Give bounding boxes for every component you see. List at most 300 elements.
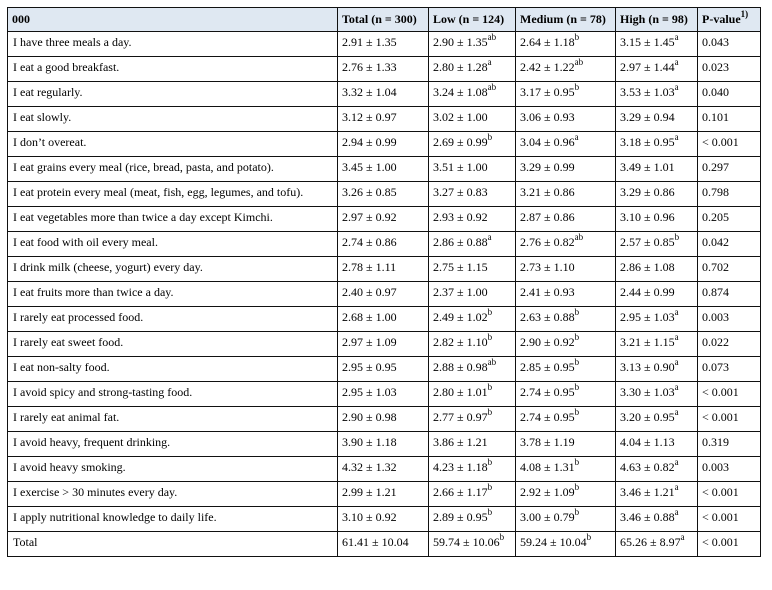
medium-cell-value: 2.73 ± 1.10 (520, 260, 575, 274)
item-cell (8, 457, 338, 482)
significance-letter: b (574, 332, 580, 342)
item-cell-value: I rarely eat processed food. (13, 310, 144, 324)
item-cell (8, 482, 338, 507)
p-value-cell (698, 232, 761, 257)
p-value-cell (698, 82, 761, 107)
item-cell-value: I eat slowly. (13, 110, 72, 124)
item-cell-value: I eat non-salty food. (13, 360, 110, 374)
item-cell-value: I rarely eat animal fat. (13, 410, 120, 424)
item-cell-value: I have three meals a day. (13, 35, 132, 49)
significance-letter: b (574, 407, 580, 417)
low-cell (429, 132, 516, 157)
high-cell-value: 3.21 ± 1.15 (620, 335, 675, 349)
high-cell (616, 532, 698, 557)
total-cell-value: 2.95 ± 0.95 (342, 360, 397, 374)
significance-letter: b (586, 532, 592, 542)
total-cell-value: 2.40 ± 0.97 (342, 285, 397, 299)
high-cell (616, 307, 698, 332)
high-cell (616, 182, 698, 207)
total-cell (338, 407, 429, 432)
low-cell (429, 332, 516, 357)
low-cell (429, 232, 516, 257)
high-cell (616, 257, 698, 282)
low-cell-value: 3.86 ± 1.21 (433, 435, 488, 449)
item-cell-value: I eat regularly. (13, 85, 83, 99)
low-cell (429, 207, 516, 232)
total-cell (338, 332, 429, 357)
high-cell (616, 232, 698, 257)
total-cell-value: 2.91 ± 1.35 (342, 35, 397, 49)
table-row (8, 132, 761, 157)
header-medium: Medium (n = 78) (516, 8, 616, 32)
p-value-cell-value: < 0.001 (702, 510, 739, 524)
significance-letter: b (487, 307, 493, 317)
low-cell (429, 182, 516, 207)
total-cell (338, 107, 429, 132)
table-header (8, 8, 761, 32)
table-row (8, 482, 761, 507)
medium-cell (516, 82, 616, 107)
low-cell-value: 3.02 ± 1.00 (433, 110, 488, 124)
significance-letter: a (674, 57, 679, 67)
item-cell-value: I eat protein every meal (meat, fish, egg, legumes, and tofu). (13, 185, 304, 199)
low-cell-value: 3.51 ± 1.00 (433, 160, 488, 174)
medium-cell (516, 332, 616, 357)
item-cell (8, 507, 338, 532)
table-row (8, 232, 761, 257)
high-cell (616, 482, 698, 507)
p-value-cell (698, 382, 761, 407)
high-cell (616, 132, 698, 157)
item-cell (8, 357, 338, 382)
item-cell (8, 182, 338, 207)
p-value-cell-value: < 0.001 (702, 535, 739, 549)
p-value-cell (698, 182, 761, 207)
medium-cell-value: 2.74 ± 0.95 (520, 410, 575, 424)
medium-cell-value: 3.00 ± 0.79 (520, 510, 575, 524)
p-value-cell-value: 0.042 (702, 235, 729, 249)
low-cell-value: 2.89 ± 0.95 (433, 510, 488, 524)
significance-letter: b (574, 382, 580, 392)
low-cell-value: 4.23 ± 1.18 (433, 460, 488, 474)
low-cell (429, 157, 516, 182)
total-cell-value: 2.97 ± 1.09 (342, 335, 397, 349)
total-cell (338, 282, 429, 307)
table-row (8, 157, 761, 182)
p-value-cell (698, 407, 761, 432)
high-cell-value: 3.18 ± 0.95 (620, 135, 675, 149)
high-cell (616, 357, 698, 382)
item-cell (8, 257, 338, 282)
total-cell (338, 132, 429, 157)
significance-letter: a (674, 407, 679, 417)
low-cell-value: 2.88 ± 0.98 (433, 360, 488, 374)
low-cell (429, 407, 516, 432)
total-cell-value: 2.74 ± 0.86 (342, 235, 397, 249)
total-cell (338, 57, 429, 82)
low-cell (429, 532, 516, 557)
item-cell (8, 57, 338, 82)
medium-cell-value: 2.64 ± 1.18 (520, 35, 575, 49)
total-cell (338, 257, 429, 282)
medium-cell-value: 3.78 ± 1.19 (520, 435, 575, 449)
item-cell (8, 432, 338, 457)
total-cell-value: 2.90 ± 0.98 (342, 410, 397, 424)
low-cell (429, 507, 516, 532)
medium-cell (516, 407, 616, 432)
table-body (8, 32, 761, 557)
medium-cell (516, 107, 616, 132)
total-cell-value: 3.90 ± 1.18 (342, 435, 397, 449)
medium-cell (516, 32, 616, 57)
significance-letter: b (574, 307, 580, 317)
significance-letter: a (487, 232, 492, 242)
p-value-cell (698, 157, 761, 182)
total-cell-value: 2.94 ± 0.99 (342, 135, 397, 149)
item-cell-value: I eat fruits more than twice a day. (13, 285, 174, 299)
high-cell-value: 3.49 ± 1.01 (620, 160, 675, 174)
item-cell-value: I avoid heavy smoking. (13, 460, 126, 474)
low-cell-value: 2.90 ± 1.35 (433, 35, 488, 49)
significance-letter: b (487, 507, 493, 517)
p-value-cell (698, 257, 761, 282)
significance-letter: a (674, 457, 679, 467)
p-value-footnote: 1) (740, 9, 749, 19)
item-cell-value: Total (13, 535, 38, 549)
table-row (8, 82, 761, 107)
table-row (8, 182, 761, 207)
p-value-cell-value: 0.297 (702, 160, 729, 174)
table-row (8, 457, 761, 482)
item-cell-value: I eat vegetables more than twice a day except Kimchi. (13, 210, 273, 224)
medium-cell (516, 532, 616, 557)
low-cell-value: 2.93 ± 0.92 (433, 210, 488, 224)
high-cell (616, 382, 698, 407)
significance-letter: b (487, 407, 493, 417)
table-row (8, 332, 761, 357)
total-cell-value: 2.95 ± 1.03 (342, 385, 397, 399)
significance-letter: b (574, 507, 580, 517)
low-cell-value: 2.49 ± 1.02 (433, 310, 488, 324)
significance-letter: ab (574, 57, 584, 67)
high-cell (616, 32, 698, 57)
significance-letter: a (674, 507, 679, 517)
significance-letter: a (674, 82, 679, 92)
total-cell-value: 2.99 ± 1.21 (342, 485, 397, 499)
total-cell-value: 3.45 ± 1.00 (342, 160, 397, 174)
low-cell (429, 107, 516, 132)
significance-letter: b (487, 132, 493, 142)
medium-cell-value: 2.42 ± 1.22 (520, 60, 575, 74)
item-cell (8, 382, 338, 407)
p-value-cell-value: 0.101 (702, 110, 729, 124)
medium-cell (516, 482, 616, 507)
header-row (8, 8, 761, 32)
high-cell-value: 4.04 ± 1.13 (620, 435, 675, 449)
item-cell-value: I avoid spicy and strong-tasting food. (13, 385, 193, 399)
p-value-cell-value: 0.205 (702, 210, 729, 224)
medium-cell (516, 382, 616, 407)
item-cell (8, 232, 338, 257)
p-value-cell (698, 432, 761, 457)
header-low: Low (n = 124) (429, 8, 516, 32)
p-value-cell-value: < 0.001 (702, 385, 739, 399)
total-cell (338, 307, 429, 332)
medium-cell-value: 2.74 ± 0.95 (520, 385, 575, 399)
high-cell-value: 3.13 ± 0.90 (620, 360, 675, 374)
significance-letter: a (574, 132, 579, 142)
significance-letter: ab (487, 82, 497, 92)
high-cell-value: 3.29 ± 0.86 (620, 185, 675, 199)
item-cell-value: I apply nutritional knowledge to daily life. (13, 510, 217, 524)
low-cell (429, 432, 516, 457)
significance-letter: a (674, 307, 679, 317)
significance-letter: b (499, 532, 505, 542)
table-row (8, 207, 761, 232)
medium-cell (516, 207, 616, 232)
table-row (8, 307, 761, 332)
significance-letter: a (674, 482, 679, 492)
medium-cell-value: 3.21 ± 0.86 (520, 185, 575, 199)
item-cell-value: I exercise > 30 minutes every day. (13, 485, 178, 499)
high-cell-value: 3.30 ± 1.03 (620, 385, 675, 399)
table-row (8, 57, 761, 82)
total-cell-value: 2.78 ± 1.11 (342, 260, 397, 274)
high-cell-value: 2.86 ± 1.08 (620, 260, 675, 274)
table-row (8, 107, 761, 132)
medium-cell (516, 132, 616, 157)
total-cell (338, 157, 429, 182)
low-cell-value: 2.69 ± 0.99 (433, 135, 488, 149)
header-high: High (n = 98) (616, 8, 698, 32)
total-cell (338, 507, 429, 532)
high-cell (616, 457, 698, 482)
item-cell-value: I eat a good breakfast. (13, 60, 120, 74)
total-cell-value: 61.41 ± 10.04 (342, 535, 409, 549)
item-cell (8, 282, 338, 307)
significance-letter: b (487, 382, 493, 392)
p-value-cell-value: < 0.001 (702, 135, 739, 149)
item-cell (8, 107, 338, 132)
high-cell-value: 2.95 ± 1.03 (620, 310, 675, 324)
high-cell-value: 2.97 ± 1.44 (620, 60, 675, 74)
table-row (8, 507, 761, 532)
medium-cell-value: 2.76 ± 0.82 (520, 235, 575, 249)
medium-cell-value: 3.06 ± 0.93 (520, 110, 575, 124)
total-cell (338, 432, 429, 457)
medium-cell (516, 307, 616, 332)
medium-cell-value: 4.08 ± 1.31 (520, 460, 575, 474)
high-cell-value: 3.20 ± 0.95 (620, 410, 675, 424)
low-cell (429, 382, 516, 407)
p-value-cell-value: 0.040 (702, 85, 729, 99)
medium-cell-value: 3.17 ± 0.95 (520, 85, 575, 99)
total-cell (338, 182, 429, 207)
high-cell (616, 282, 698, 307)
p-value-cell (698, 507, 761, 532)
table-row (8, 432, 761, 457)
high-cell-value: 65.26 ± 8.97 (620, 535, 681, 549)
p-value-cell-value: 0.022 (702, 335, 729, 349)
low-cell (429, 282, 516, 307)
total-cell-value: 4.32 ± 1.32 (342, 460, 397, 474)
total-cell-value: 3.32 ± 1.04 (342, 85, 397, 99)
item-cell (8, 132, 338, 157)
low-cell-value: 2.80 ± 1.01 (433, 385, 488, 399)
low-cell-value: 2.80 ± 1.28 (433, 60, 488, 74)
significance-letter: a (487, 57, 492, 67)
high-cell (616, 407, 698, 432)
item-cell (8, 307, 338, 332)
high-cell-value: 4.63 ± 0.82 (620, 460, 675, 474)
table-row (8, 282, 761, 307)
medium-cell (516, 457, 616, 482)
significance-letter: a (680, 532, 685, 542)
total-cell (338, 357, 429, 382)
p-value-cell-value: 0.003 (702, 310, 729, 324)
medium-cell (516, 257, 616, 282)
p-value-cell (698, 307, 761, 332)
item-cell-value: I eat grains every meal (rice, bread, pasta, and potato). (13, 160, 274, 174)
p-value-cell (698, 332, 761, 357)
high-cell-value: 2.44 ± 0.99 (620, 285, 675, 299)
item-cell-value: I eat food with oil every meal. (13, 235, 158, 249)
significance-letter: b (574, 82, 580, 92)
significance-letter: ab (487, 357, 497, 367)
table-row (8, 382, 761, 407)
total-cell (338, 32, 429, 57)
total-cell-value: 2.76 ± 1.33 (342, 60, 397, 74)
table-row (8, 357, 761, 382)
high-cell (616, 507, 698, 532)
high-cell-value: 3.46 ± 0.88 (620, 510, 675, 524)
significance-letter: b (574, 482, 580, 492)
medium-cell (516, 232, 616, 257)
high-cell (616, 82, 698, 107)
medium-cell-value: 3.04 ± 0.96 (520, 135, 575, 149)
p-value-cell (698, 32, 761, 57)
item-cell (8, 332, 338, 357)
low-cell-value: 2.66 ± 1.17 (433, 485, 488, 499)
high-cell-value: 2.57 ± 0.85 (620, 235, 675, 249)
significance-letter: b (487, 457, 493, 467)
item-cell (8, 207, 338, 232)
p-value-cell-value: 0.702 (702, 260, 729, 274)
p-value-cell (698, 57, 761, 82)
header-item: 000 (8, 8, 338, 32)
significance-letter: a (674, 382, 679, 392)
p-value-cell-value: 0.798 (702, 185, 729, 199)
medium-cell (516, 507, 616, 532)
low-cell-value: 2.86 ± 0.88 (433, 235, 488, 249)
high-cell-value: 3.53 ± 1.03 (620, 85, 675, 99)
significance-letter: b (674, 232, 680, 242)
significance-letter: b (487, 332, 493, 342)
item-cell-value: I drink milk (cheese, yogurt) every day. (13, 260, 203, 274)
p-value-cell-value: 0.319 (702, 435, 729, 449)
medium-cell (516, 357, 616, 382)
medium-cell-value: 2.85 ± 0.95 (520, 360, 575, 374)
medium-cell-value: 59.24 ± 10.04 (520, 535, 587, 549)
p-value-cell (698, 107, 761, 132)
table-row (8, 257, 761, 282)
total-cell (338, 207, 429, 232)
medium-cell-value: 2.90 ± 0.92 (520, 335, 575, 349)
significance-letter: ab (487, 32, 497, 42)
total-cell (338, 482, 429, 507)
item-cell (8, 82, 338, 107)
total-cell-value: 3.12 ± 0.97 (342, 110, 397, 124)
p-value-cell-value: 0.874 (702, 285, 729, 299)
high-cell (616, 57, 698, 82)
p-value-cell (698, 482, 761, 507)
low-cell (429, 357, 516, 382)
total-cell (338, 457, 429, 482)
table-row (8, 407, 761, 432)
low-cell-value: 59.74 ± 10.06 (433, 535, 500, 549)
item-cell (8, 532, 338, 557)
p-value-cell-value: < 0.001 (702, 485, 739, 499)
low-cell (429, 57, 516, 82)
high-cell-value: 3.10 ± 0.96 (620, 210, 675, 224)
significance-letter: a (674, 332, 679, 342)
high-cell (616, 432, 698, 457)
total-cell (338, 232, 429, 257)
medium-cell-value: 2.87 ± 0.86 (520, 210, 575, 224)
high-cell-value: 3.15 ± 1.45 (620, 35, 675, 49)
p-value-cell (698, 207, 761, 232)
significance-letter: a (674, 357, 679, 367)
item-cell-value: I don’t overeat. (13, 135, 87, 149)
medium-cell-value: 2.92 ± 1.09 (520, 485, 575, 499)
p-value-cell-value: 0.023 (702, 60, 729, 74)
p-value-cell (698, 357, 761, 382)
total-cell-value: 2.68 ± 1.00 (342, 310, 397, 324)
p-value-cell-value: 0.043 (702, 35, 729, 49)
significance-letter: a (674, 32, 679, 42)
data-table (7, 7, 761, 557)
p-value-cell (698, 457, 761, 482)
high-cell (616, 207, 698, 232)
total-cell (338, 82, 429, 107)
table-row (8, 32, 761, 57)
low-cell-value: 3.27 ± 0.83 (433, 185, 488, 199)
low-cell (429, 257, 516, 282)
low-cell (429, 82, 516, 107)
p-value-cell-value: 0.003 (702, 460, 729, 474)
p-value-cell-value: < 0.001 (702, 410, 739, 424)
low-cell (429, 482, 516, 507)
table-row (8, 532, 761, 557)
item-cell (8, 32, 338, 57)
high-cell-value: 3.46 ± 1.21 (620, 485, 675, 499)
medium-cell-value: 3.29 ± 0.99 (520, 160, 575, 174)
total-cell (338, 382, 429, 407)
high-cell (616, 107, 698, 132)
item-cell-value: I avoid heavy, frequent drinking. (13, 435, 171, 449)
low-cell-value: 2.77 ± 0.97 (433, 410, 488, 424)
medium-cell (516, 282, 616, 307)
p-value-cell-value: 0.073 (702, 360, 729, 374)
header-p-value (698, 8, 761, 32)
item-cell (8, 157, 338, 182)
significance-letter: ab (574, 232, 584, 242)
significance-letter: b (487, 482, 493, 492)
medium-cell (516, 432, 616, 457)
low-cell-value: 3.24 ± 1.08 (433, 85, 488, 99)
low-cell-value: 2.82 ± 1.10 (433, 335, 488, 349)
p-value-cell (698, 282, 761, 307)
